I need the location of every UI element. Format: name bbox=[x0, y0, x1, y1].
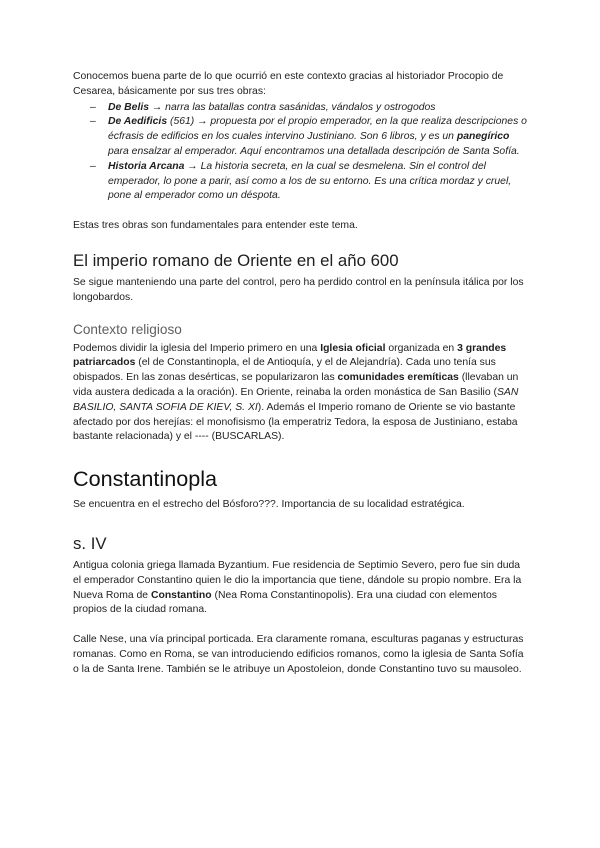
intro-paragraph: Conocemos buena parte de lo que ocurrió en este contexto gracias al historiador Procopio de Cesarea, básicamente por sus tres obras: bbox=[73, 71, 504, 97]
heading-religioso: Contexto religioso bbox=[73, 321, 182, 337]
work-title: Historia Arcana bbox=[108, 160, 185, 172]
list-item bbox=[73, 115, 528, 159]
bold-term: Constantino bbox=[150, 589, 212, 601]
text-run: organizada en bbox=[385, 342, 458, 354]
text-run: Podemos dividir la iglesia del Imperio primero en una bbox=[73, 342, 321, 354]
italic-reference: SAN BASILIO, SANTA SOFIA DE KIEV, S. XI bbox=[73, 386, 519, 413]
works-list bbox=[73, 101, 528, 205]
work-description: (561) → propuesta por el propio emperador, en la que realiza descripciones o écfrasis de edificios en los cuales intervino Justiniano. Son 6 libros, y es un bbox=[108, 116, 527, 143]
heading-oriente: El imperio romano de Oriente en el año 600 bbox=[73, 250, 399, 270]
bold-term: 3 grandes patriarcados bbox=[73, 342, 507, 369]
bold-term: comunidades eremíticas bbox=[337, 372, 459, 384]
heading-constantinopla: Constantinopla bbox=[73, 466, 218, 492]
list-dash: – bbox=[90, 160, 96, 172]
document-page bbox=[73, 70, 528, 678]
text-run: (llevaban un vida austera dedicada a la oración). En Oriente, reinaba la orden monástica de San Basilio ( bbox=[73, 372, 519, 398]
bold-term: Iglesia oficial bbox=[320, 342, 386, 354]
text-run: Antigua colonia griega llamada Byzantium. Fue residencia de Septimio Severo, pero fue sin duda el emperador Constantino quien le dio la importancia que tiene, dándole su propio nombre. Era la Nueva Roma de bbox=[73, 559, 522, 601]
list-item bbox=[73, 101, 528, 116]
work-title: De Aedificis bbox=[108, 116, 168, 128]
siglo-paragraph-1 bbox=[73, 559, 528, 618]
work-title: De Belis bbox=[108, 101, 150, 113]
constantinopla-paragraph: Se encuentra en el estrecho del Bósforo???. Importancia de su localidad estratégica. bbox=[73, 499, 465, 511]
summary-paragraph: Estas tres obras son fundamentales para entender este tema. bbox=[73, 220, 358, 232]
text-run: (el de Constantinopla, el de Antioquía, y el de Alejandría). Cada uno tenía sus obispados. En las zonas desérticas, se popularizaron las bbox=[73, 357, 496, 384]
heading-siglo-iv: s. IV bbox=[73, 533, 107, 553]
work-description: → narra las batallas contra sasánidas, vándalos y ostrogodos bbox=[149, 101, 436, 113]
oriente-paragraph: Se sigue manteniendo una parte del control, pero ha perdido control en la península itálica por los longobardos. bbox=[73, 276, 524, 303]
list-dash: – bbox=[90, 101, 96, 113]
text-run: ). Además el Imperio romano de Oriente se vio bastante afectado por dos herejías: el monofisismo (la emperatriz Tedora, la esposa de Justiniano, estaba bastante relacionada) y el ---- (BUSCARLAS). bbox=[73, 401, 518, 443]
work-description: para ensalzar al emperador. Aquí encontramos una detallada descripción de Santa Sofía. bbox=[108, 145, 520, 157]
list-item bbox=[73, 160, 528, 204]
list-dash: – bbox=[90, 116, 96, 128]
text-run: (Nea Roma Constantinopolis). Era una ciudad con elementos propios de la ciudad romana. bbox=[73, 589, 497, 616]
work-description: → La historia secreta, en la cual se desmelena. Sin el control del emperador, lo pone a parir, así como a los de su entorno. Es una crítica mordaz y cruel, pone al emperador como un déspota. bbox=[108, 160, 512, 202]
bold-term: panegírico bbox=[456, 131, 510, 143]
siglo-paragraph-2: Calle Nese, una vía principal porticada. Era claramente romana, esculturas paganas y estructuras romanas. Como en Roma, se van introduciendo edificios romanos, como la iglesia de Santa Sofía o la de Santa Irene. También se le atribuye un Apostoleion, donde Constantino tuvo su mausoleo. bbox=[73, 634, 524, 675]
religioso-paragraph bbox=[73, 342, 528, 446]
